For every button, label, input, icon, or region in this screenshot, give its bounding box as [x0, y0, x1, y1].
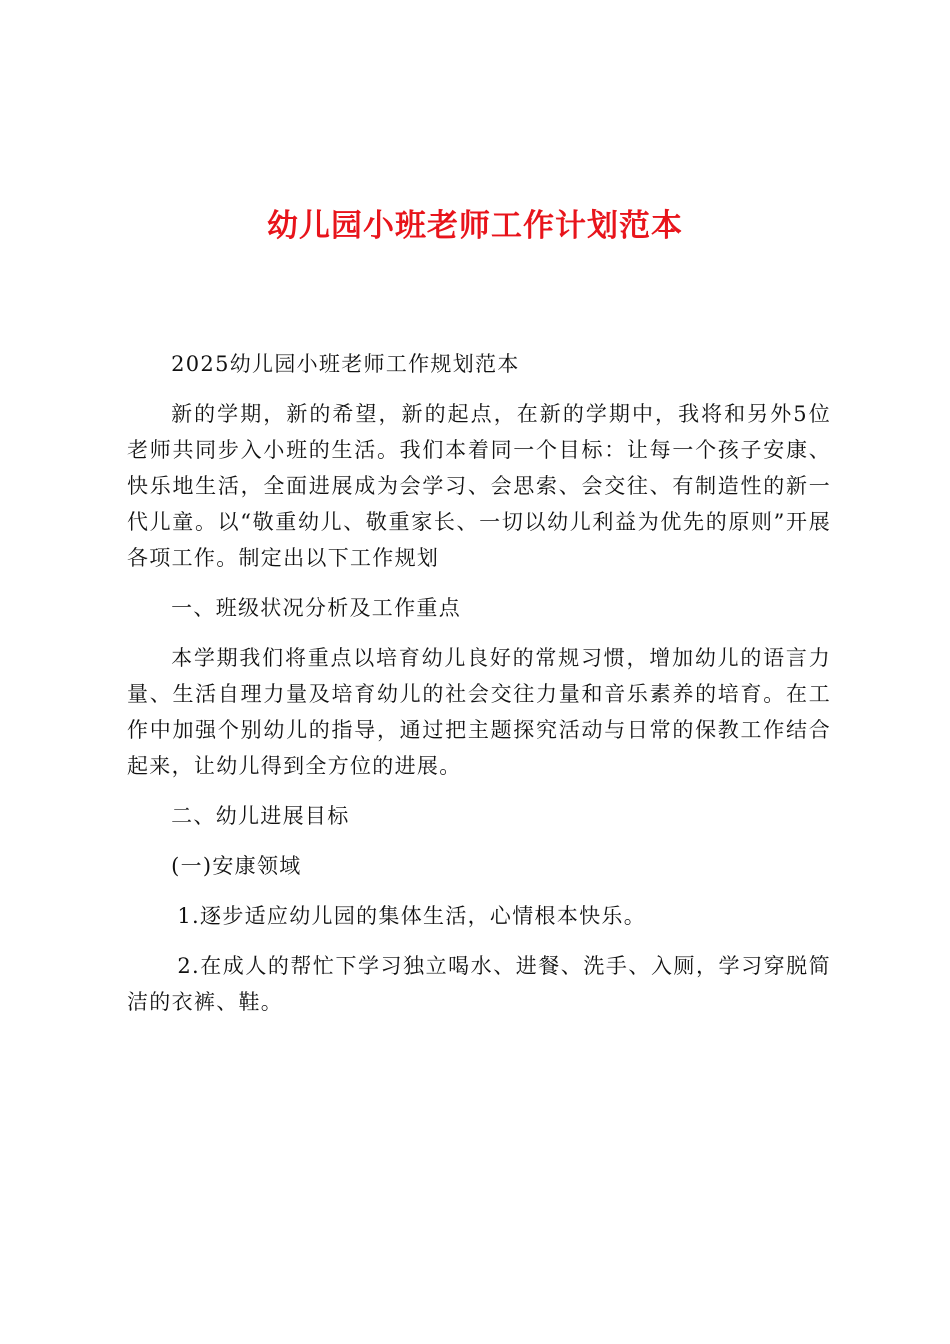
- goal-item-2: 2.在成人的帮忙下学习独立喝水、进餐、洗手、入厕，学习穿脱简洁的衣裤、鞋。: [127, 954, 831, 1014]
- section-heading-class-analysis: 一、班级状况分析及工作重点: [171, 596, 461, 620]
- intro-paragraph: 新的学期，新的希望，新的起点，在新的学期中，我将和另外5位老师共同步入小班的生活。我们本着同一个目标：让每一个孩子安康、快乐地生活，全面进展成为会学习、会思索、会交往、有制造性的新一代儿童。以“敬重幼儿、敬重家长、一切以幼儿利益为优先的原则”开展各项工作。制定出以下工作规划: [127, 402, 831, 570]
- document-title: 幼儿园小班老师工作计划范本: [267, 208, 683, 244]
- goal-item-1: 1.逐步适应幼儿园的集体生活，心情根本快乐。: [177, 904, 647, 928]
- document-subtitle: 2025幼儿园小班老师工作规划范本: [171, 352, 520, 376]
- section-heading-development-goals: 二、幼儿进展目标: [171, 804, 350, 828]
- subsection-heading-health: (一)安康领域: [171, 854, 302, 878]
- document-body: [127, 346, 831, 1034]
- class-analysis-paragraph: 本学期我们将重点以培育幼儿良好的常规习惯，增加幼儿的语言力量、生活自理力量及培育幼儿的社会交往力量和音乐素养的培育。在工作中加强个别幼儿的指导，通过把主题探究活动与日常的保教工作结合起来，让幼儿得到全方位的进展。: [127, 646, 831, 778]
